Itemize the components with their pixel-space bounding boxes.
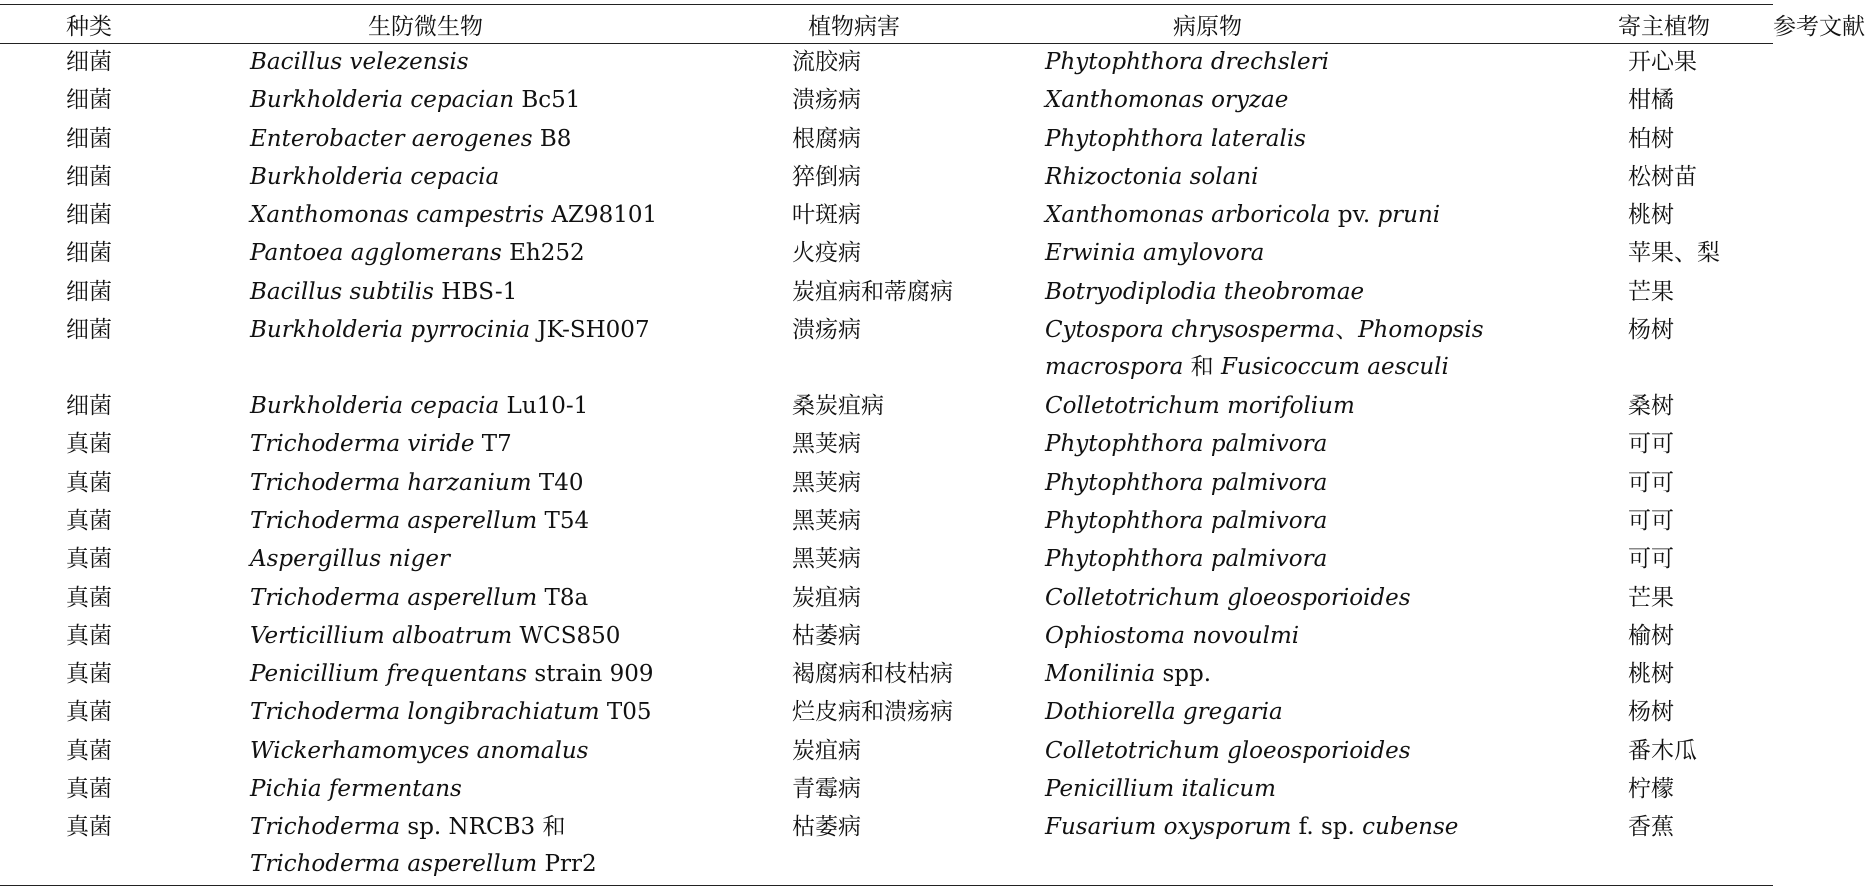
cell-line: [1045, 159, 1603, 196]
italic-name-segment: Xanthomonas oryzae: [1045, 87, 1289, 114]
cell-host: 芒果: [1628, 278, 1674, 305]
cell-line: [250, 235, 768, 272]
table-row: [0, 541, 1773, 579]
text-segment: JK-SH007: [530, 317, 650, 344]
text-segment: spp.: [1155, 661, 1212, 688]
text-segment: T54: [537, 507, 590, 534]
text-segment: T7: [474, 431, 512, 458]
italic-name-segment: Botryodiplodia theobromae: [1045, 278, 1365, 305]
cell-host: 开心果: [1628, 49, 1697, 75]
italic-name-segment: Trichoderma: [250, 814, 401, 841]
cell-line: [250, 733, 768, 770]
cell-kind: 真菌: [66, 699, 112, 726]
cell-line: [250, 274, 768, 311]
cell-disease: 褐腐病和枝枯病: [792, 661, 953, 688]
italic-name-segment: Burkholderia pyrrocinia: [250, 317, 531, 344]
cell-disease: 黑荚病: [792, 507, 861, 534]
cell-host: 芒果: [1628, 584, 1674, 611]
cell-line: [1045, 197, 1603, 234]
table-row: [0, 694, 1773, 732]
cell-disease: 烂皮病和溃疡病: [792, 699, 953, 726]
cell-pathogen: [1023, 159, 1603, 197]
text-segment: T8a: [537, 584, 589, 611]
italic-name-segment: Xanthomonas arboricola: [1045, 202, 1331, 229]
table-row: [0, 618, 1773, 656]
cell-host: 柠檬: [1628, 776, 1674, 803]
table-row: [0, 159, 1773, 197]
italic-name-segment: Colletotrichum gloeosporioides: [1045, 737, 1411, 764]
table-row: [0, 503, 1773, 541]
text-segment: pv.: [1330, 202, 1378, 229]
italic-name-segment: Monilinia: [1045, 661, 1156, 688]
cell-kind: 细菌: [66, 393, 112, 420]
cell-kind: 真菌: [66, 776, 112, 803]
cell-disease: 黑荚病: [792, 469, 861, 496]
italic-name-segment: macrospora: [1045, 354, 1184, 381]
cell-host: 番木瓜: [1628, 737, 1697, 764]
cell-host: 桃树: [1628, 661, 1674, 688]
cell-disease: 猝倒病: [792, 163, 861, 190]
table-row: [0, 235, 1773, 273]
cell-line: [1045, 809, 1603, 846]
header-kind: 种类: [0, 5, 226, 44]
cell-disease: 枯萎病: [792, 622, 861, 649]
italic-name-segment: pruni: [1377, 202, 1441, 229]
cell-pathogen: [1023, 312, 1603, 388]
cell-organism: [226, 44, 768, 83]
cell-host: 榆树: [1628, 622, 1674, 649]
header-disease: 植物病害: [768, 5, 1023, 44]
cell-line: [250, 656, 768, 693]
cell-disease: 枯萎病: [768, 809, 1023, 886]
cell-host: 杨树: [1628, 699, 1674, 726]
italic-name-segment: Burkholderia cepacia: [250, 393, 500, 420]
cell-host: 柏树: [1628, 125, 1674, 152]
cell-host: 杨树: [1628, 317, 1674, 344]
cell-line: [250, 82, 768, 119]
cell-line: [1045, 44, 1603, 81]
cell-organism: [226, 771, 768, 809]
table-row: [0, 580, 1773, 618]
cell-kind: 真菌: [66, 661, 112, 688]
cell-host: 可可: [1628, 469, 1674, 496]
cell-disease: 桑炭疽病: [792, 393, 884, 420]
text-segment: T05: [599, 699, 652, 726]
cell-disease: 黑荚病: [792, 431, 861, 458]
italic-name-segment: Enterobacter aerogenes: [250, 125, 533, 152]
cell-organism: [226, 465, 768, 503]
cell-disease: 溃疡病: [792, 87, 861, 114]
cell-pathogen: [1023, 388, 1603, 426]
table-body: [0, 44, 1773, 886]
cell-kind: 细菌: [66, 202, 112, 229]
cell-line: [1045, 121, 1603, 158]
cell-pathogen: [1023, 465, 1603, 503]
table-row: [0, 121, 1773, 159]
cell-host: 苹果、梨: [1628, 240, 1720, 267]
cell-host: 可可: [1628, 546, 1674, 573]
cell-organism: [226, 580, 768, 618]
cell-organism: [226, 694, 768, 732]
cell-kind: 细菌: [66, 278, 112, 305]
italic-name-segment: Trichoderma asperellum: [250, 507, 538, 534]
cell-pathogen: [1023, 121, 1603, 159]
cell-pathogen: [1023, 618, 1603, 656]
italic-name-segment: Colletotrichum morifolium: [1045, 393, 1355, 420]
table-row: [0, 465, 1773, 503]
cell-line: [1045, 541, 1603, 578]
table-row: [0, 656, 1773, 694]
italic-name-segment: Bacillus velezensis: [250, 49, 469, 75]
cell-line: [250, 846, 768, 883]
cell-disease: 黑荚病: [792, 546, 861, 573]
cell-organism: [226, 656, 768, 694]
cell-line: [250, 312, 768, 349]
text-segment: WCS850: [512, 622, 621, 649]
italic-name-segment: Wickerhamomyces anomalus: [250, 737, 589, 764]
italic-name-segment: Xanthomonas campestris: [250, 202, 545, 229]
cell-organism: [226, 426, 768, 464]
cell-disease: 青霉病: [792, 776, 861, 803]
text-segment: f. sp.: [1291, 814, 1363, 841]
cell-host: 香蕉: [1603, 809, 1773, 886]
italic-name-segment: Phytophthora palmivora: [1045, 469, 1328, 496]
cell-disease: 根腐病: [792, 125, 861, 152]
cell-line: [1045, 82, 1603, 119]
cell-organism: [226, 312, 768, 388]
text-segment: HBS-1: [433, 278, 518, 305]
cell-kind: 真菌: [66, 546, 112, 573]
table-row: [0, 809, 1773, 886]
cell-pathogen: [1023, 197, 1603, 235]
cell-line: [250, 426, 768, 463]
table-row: [0, 312, 1773, 388]
cell-organism: [226, 388, 768, 426]
cell-line: [250, 388, 768, 425]
italic-name-segment: Fusarium oxysporum: [1045, 814, 1292, 841]
italic-name-segment: Verticillium alboatrum: [250, 622, 513, 649]
cell-organism: [226, 809, 768, 886]
cell-line: [1045, 694, 1603, 731]
cell-organism: [226, 618, 768, 656]
text-segment: Eh252: [501, 240, 585, 267]
cell-organism: [226, 82, 768, 120]
cell-line: [1045, 426, 1603, 463]
italic-name-segment: Phomopsis: [1358, 317, 1484, 344]
cell-line: [250, 771, 768, 808]
cell-line: [250, 44, 768, 81]
italic-name-segment: Trichoderma viride: [250, 431, 475, 458]
cell-host: 柑橘: [1628, 87, 1674, 114]
italic-name-segment: Trichoderma asperellum: [250, 851, 538, 878]
cell-disease: 叶斑病: [792, 202, 861, 229]
table-row: [0, 274, 1773, 312]
cell-line: [250, 121, 768, 158]
cell-line: [1045, 274, 1603, 311]
header-row: 种类 生防微生物 植物病害 病原物 寄主植物 参考文献: [0, 5, 1773, 44]
italic-name-segment: Phytophthora drechsleri: [1045, 49, 1329, 75]
cell-kind: 细菌: [66, 49, 112, 75]
italic-name-segment: Trichoderma harzanium: [250, 469, 532, 496]
italic-name-segment: Phytophthora palmivora: [1045, 546, 1328, 573]
cell-line: [1045, 465, 1603, 502]
table-row: [0, 197, 1773, 235]
cell-line: [1045, 580, 1603, 617]
cell-organism: [226, 197, 768, 235]
italic-name-segment: Penicillium italicum: [1045, 776, 1276, 803]
text-segment: T40: [531, 469, 584, 496]
cell-pathogen: [1023, 235, 1603, 273]
cell-host: 桃树: [1628, 202, 1674, 229]
italic-name-segment: Bacillus subtilis: [250, 278, 434, 305]
cell-pathogen: [1023, 580, 1603, 618]
cell-line: [1045, 771, 1603, 808]
cell-organism: [226, 159, 768, 197]
cell-organism: [226, 733, 768, 771]
cell-line: [250, 541, 768, 578]
cell-kind: 细菌: [66, 125, 112, 152]
cell-organism: [226, 235, 768, 273]
cell-kind: 真菌: [66, 737, 112, 764]
table-row: [0, 733, 1773, 771]
italic-name-segment: Penicillium frequentans: [250, 661, 528, 688]
text-segment: Bc51: [514, 87, 581, 114]
cell-pathogen: [1023, 541, 1603, 579]
cell-line: [250, 809, 768, 846]
cell-disease: 火疫病: [792, 240, 861, 267]
text-segment: 和: [1183, 354, 1221, 381]
italic-name-segment: Trichoderma longibrachiatum: [250, 699, 600, 726]
cell-disease: 流胶病: [792, 49, 861, 75]
italic-name-segment: Ophiostoma novoulmi: [1045, 622, 1300, 649]
italic-name-segment: Burkholderia cepacian: [250, 87, 515, 114]
cell-kind: 真菌: [66, 507, 112, 534]
cell-pathogen: [1023, 656, 1603, 694]
cell-host: 桑树: [1628, 393, 1674, 420]
cell-line: [1045, 618, 1603, 655]
cell-pathogen: [1023, 44, 1603, 83]
cell-line: [250, 580, 768, 617]
cell-line: [250, 159, 768, 196]
header-pathogen: 病原物: [1023, 5, 1603, 44]
table-row: [0, 426, 1773, 464]
cell-kind: 细菌: [66, 163, 112, 190]
italic-name-segment: Burkholderia cepacia: [250, 163, 500, 190]
cell-organism: [226, 503, 768, 541]
italic-name-segment: Phytophthora palmivora: [1045, 431, 1328, 458]
cell-pathogen: [1023, 503, 1603, 541]
italic-name-segment: Erwinia amylovora: [1045, 240, 1265, 267]
text-segment: AZ98101: [544, 202, 658, 229]
table-row: [0, 771, 1773, 809]
cell-host: 可可: [1628, 431, 1674, 458]
cell-line: [250, 465, 768, 502]
cell-pathogen: [1023, 274, 1603, 312]
italic-name-segment: Pichia fermentans: [250, 776, 462, 803]
cell-disease: 溃疡病: [792, 317, 861, 344]
italic-name-segment: Rhizoctonia solani: [1045, 163, 1259, 190]
italic-name-segment: Pantoea agglomerans: [250, 240, 502, 267]
italic-name-segment: Phytophthora lateralis: [1045, 125, 1306, 152]
cell-organism: [226, 121, 768, 159]
italic-name-segment: Colletotrichum gloeosporioides: [1045, 584, 1411, 611]
table-row: [0, 388, 1773, 426]
text-segment: 、: [1335, 317, 1359, 344]
cell-kind: 真菌: [66, 469, 112, 496]
cell-kind: 细菌: [66, 317, 112, 344]
cell-kind: 细菌: [66, 240, 112, 267]
cell-line: [1045, 733, 1603, 770]
italic-name-segment: cubense: [1362, 814, 1459, 841]
cell-pathogen: [1023, 733, 1603, 771]
italic-name-segment: Phytophthora palmivora: [1045, 507, 1328, 534]
italic-name-segment: Trichoderma asperellum: [250, 584, 538, 611]
text-segment: B8: [532, 125, 572, 152]
italic-name-segment: Dothiorella gregaria: [1045, 699, 1283, 726]
cell-line: [1045, 235, 1603, 272]
cell-line: [1045, 503, 1603, 540]
cell-pathogen: [1023, 771, 1603, 809]
biocontrol-table: [0, 4, 1865, 886]
italic-name-segment: Aspergillus niger: [250, 546, 450, 573]
header-organism: 生防微生物: [226, 5, 768, 44]
text-segment: Lu10-1: [499, 393, 589, 420]
cell-kind: 真菌: [66, 622, 112, 649]
cell-pathogen: [1023, 82, 1603, 120]
cell-line: [250, 197, 768, 234]
table-header: [0, 5, 1865, 44]
cell-pathogen: [1023, 426, 1603, 464]
text-segment: Prr2: [537, 851, 597, 878]
cell-line: [1045, 312, 1603, 349]
cell-line: [1045, 656, 1603, 693]
cell-kind: 真菌: [0, 809, 226, 886]
header-host: 寄主植物: [1603, 5, 1773, 44]
italic-name-segment: Fusicoccum aesculi: [1220, 354, 1449, 381]
cell-kind: 细菌: [66, 87, 112, 114]
cell-host: 可可: [1628, 507, 1674, 534]
table-row: [0, 44, 1773, 83]
cell-line: [250, 618, 768, 655]
cell-line: [250, 503, 768, 540]
cell-disease: 炭疽病: [792, 584, 861, 611]
cell-line: [1045, 349, 1603, 386]
cell-kind: 真菌: [66, 431, 112, 458]
cell-organism: [226, 274, 768, 312]
italic-name-segment: Cytospora chrysosperma: [1045, 317, 1336, 344]
cell-disease: 炭疽病和蒂腐病: [792, 278, 953, 305]
table-row: [0, 82, 1773, 120]
cell-pathogen: [1023, 694, 1603, 732]
cell-disease: 炭疽病: [792, 737, 861, 764]
text-segment: strain 909: [527, 661, 654, 688]
cell-kind: 真菌: [66, 584, 112, 611]
text-segment: sp. NRCB3 和: [400, 814, 566, 841]
cell-line: [1045, 388, 1603, 425]
cell-host: 松树苗: [1628, 163, 1697, 190]
cell-pathogen: [1023, 809, 1603, 886]
cell-line: [250, 694, 768, 731]
cell-organism: [226, 541, 768, 579]
